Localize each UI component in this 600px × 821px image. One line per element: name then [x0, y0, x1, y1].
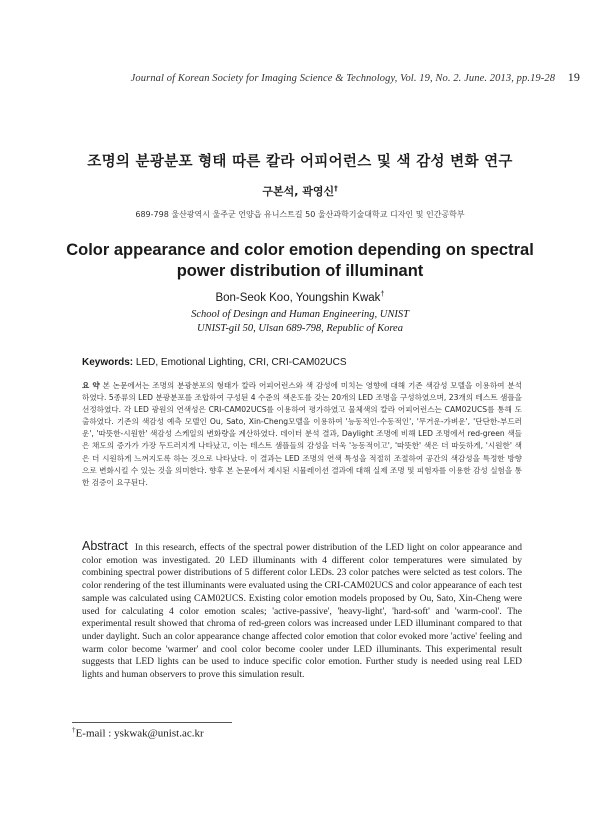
english-abstract	[82, 540, 522, 682]
footnote-mark: †	[72, 726, 76, 734]
keywords	[82, 357, 347, 368]
korean-abstract-label: 요 약	[82, 381, 100, 390]
korean-author-mark: †	[334, 183, 338, 193]
english-title	[60, 240, 540, 282]
english-title-line-2: power distribution of illuminant	[176, 262, 424, 280]
english-title-line-1: Color appearance and color emotion depending on spectral	[66, 241, 534, 259]
english-abstract-text: In this research, effects of the spectral power distribution of the LED light on color appearance and color emotion was investigated. 20 LED illuminants with 4 different color temperatures were simulated by combining spectral power distributions of 5 different color LEDs. 23 color patches were selcted as test colors. The color rendering of the test illuminants were evaluated using the CRI-CAM02UCS and color appearance of each test sample was calculated using CAM02UCS. Existing color emotion models proposed by Ou, Sato, Xin-Cheng were used for calculating 4 color emotion scales; 'active-passive', 'heavy-light', 'hard-soft' and 'warm-cool'. The experimental result showed that chroma of red-green colors was increased under LED illuminant compared to that under daylight. Such an color appearance change affected color emotion that color evoked more 'active' feeling and warm color become 'warmer' and cool color become cooler under LED illuminants. This experimental result suggests that LED lights can be used to induce specific color emotion. Further study is needed using real LED lights and human observers to prove this simulation result.	[82, 543, 523, 681]
english-affiliation	[40, 308, 560, 336]
journal-citation: Journal of Korean Society for Imaging Science & Technology, Vol. 19, No. 2. June. 2013, pp.19-28	[130, 73, 556, 84]
english-abstract-label: Abstract	[82, 539, 128, 553]
korean-authors	[40, 183, 560, 199]
keywords-label: Keywords:	[82, 357, 134, 368]
page-number: 19	[567, 70, 580, 84]
footnote-divider	[72, 722, 232, 723]
english-affiliation-line-2: UNIST-gil 50, Ulsan 689-798, Republic of Korea	[197, 323, 403, 334]
english-author-names: Bon-Seok Koo, Youngshin Kwak	[215, 291, 381, 304]
footnote	[72, 726, 204, 740]
korean-abstract	[82, 380, 522, 489]
english-author-mark: †	[380, 289, 385, 298]
footnote-email[interactable]: E-mail : yskwak@unist.ac.kr	[75, 727, 204, 740]
korean-author-names: 구본석, 곽영신	[262, 185, 335, 198]
korean-abstract-text: 본 논문에서는 조명의 분광분포의 형태가 칼라 어피어런스와 색 감성에 미치는 영향에 대해 기존 색감성 모델을 이용하여 분석 하였다. 5종류의 LED 분광분포를 조합하여 구성된 4 수준의 색온도를 갖는 20개의 LED 조명을 구성하였으며, 23개의 테스트 샘플을 선정하였다. 각 LED 광원의 연색성은 CRI-CAM02UCS를 이용하여 평가하였고 물체색의 칼라 어피어런스는 CAM02UCS를 통해 도출하였다. 기존의 색감성 예측 모델인 Ou, Sato, Xin-Cheng모델을 이용하여 '능동적인-수동적인', '무거운-가벼운', '단단한-부드러운', '따뜻한-시원한' 색감성 스케일의 변화량을 계산하였다. 데이터 분석 결과, Daylight 조명에 비해 LED 조명에서 red-green 색들은 채도의 증가가 가장 두드러지게 나타났고, 이는 테스트 샘플들의 감성을 더욱 '능동적이고', '따뜻한' 색은 더 따듯하게, '시원한' 색은 더 시원하게 느껴지도록 하는 것으로 나타났다. 이 결과는 LED 조명의 연색 특성을 적절히 조절하여 공간의 색감성을 특정한 방향으로 변화시킬 수 있는 것을 의미한다. 향후 본 논문에서 제시된 시뮬레이션 결과에 대해 실제 조명 및 피험자를 이용한 감성 실험을 통한 검증이 요구된다.	[82, 381, 522, 487]
korean-title: 조명의 분광분포 형태 따른 칼라 어피어런스 및 색 감성 변화 연구	[87, 154, 513, 170]
keywords-text: LED, Emotional Lighting, CRI, CRI-CAM02UCS	[135, 357, 347, 368]
english-authors	[40, 289, 560, 304]
english-affiliation-line-1: School of Desingn and Human Engineering, UNIST	[191, 309, 409, 320]
running-header	[60, 70, 580, 85]
korean-affiliation: 689-798 울산광역시 울주군 언양읍 유니스트길 50 울산과학기술대학교 디자인 및 인간공학부	[135, 210, 465, 219]
